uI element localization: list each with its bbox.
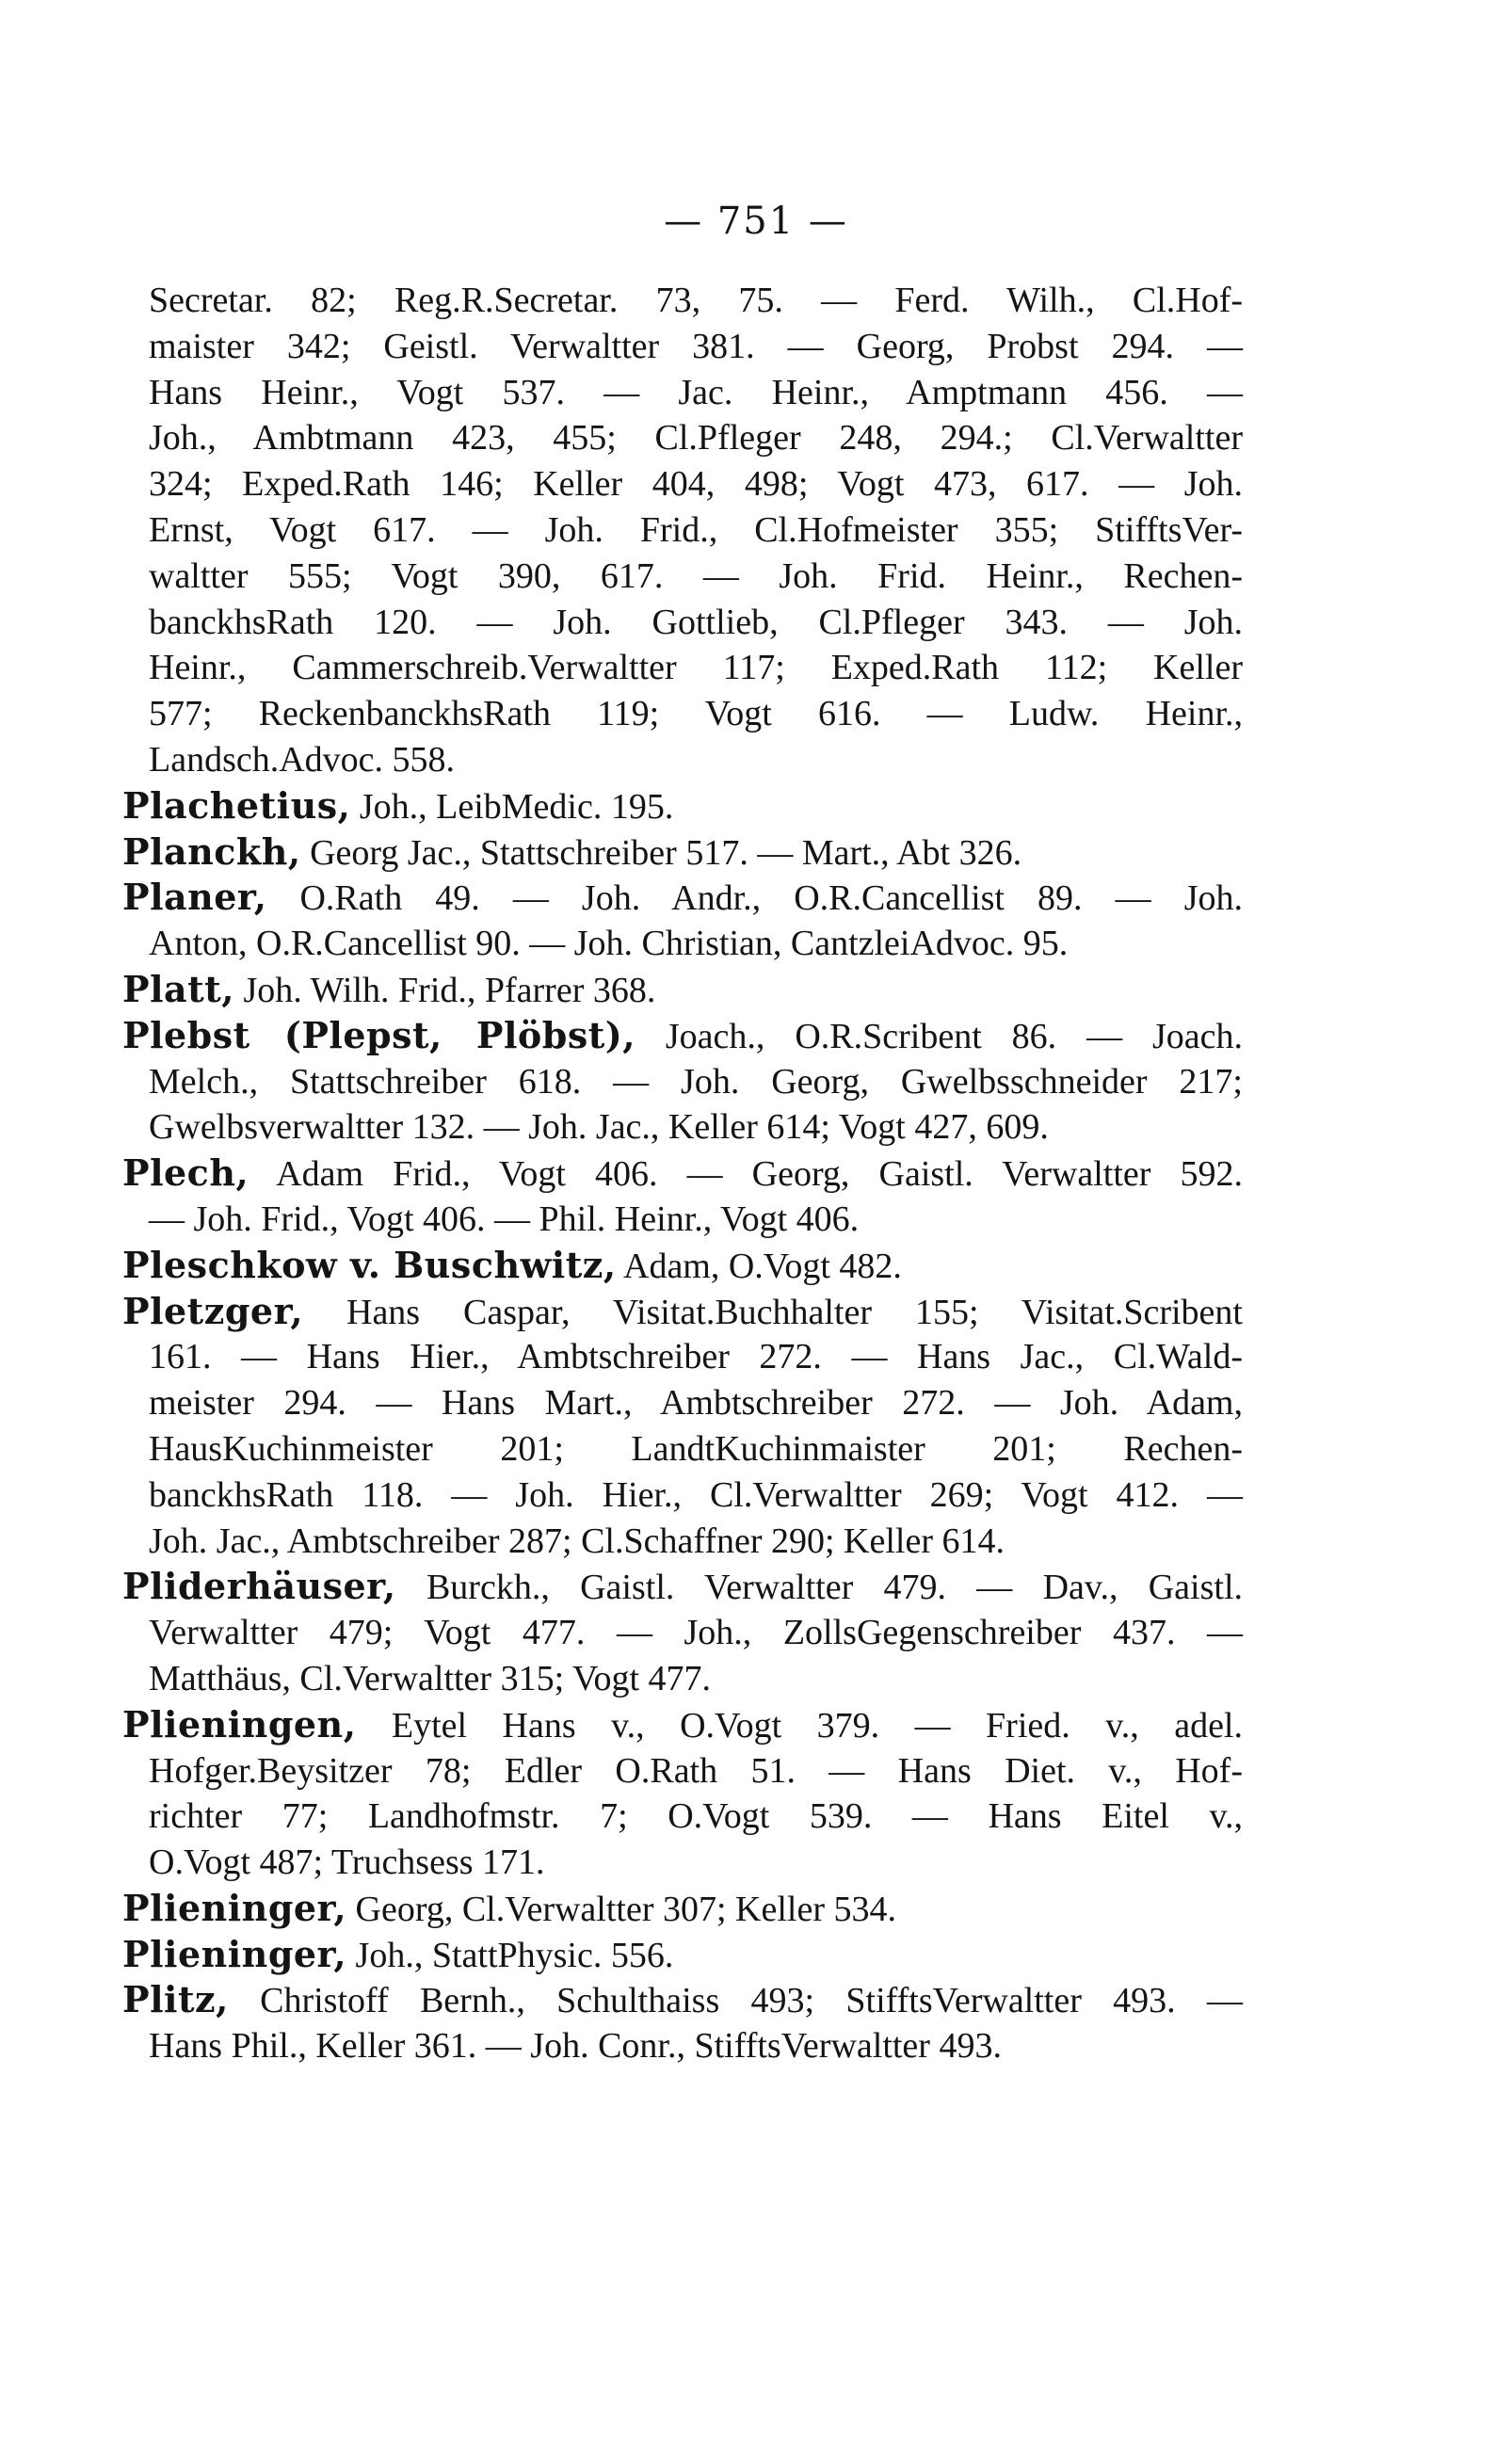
entry-headword: Plachetius, bbox=[122, 783, 351, 827]
entry-line bbox=[122, 1243, 1243, 1289]
entry-line bbox=[122, 921, 1243, 967]
entry-text: Joh., Ambtmann 423, 455; Cl.Pfleger 248, 294.; Cl.Verwaltter bbox=[149, 418, 1243, 459]
entry-headword: Planer, bbox=[122, 876, 267, 919]
entry-text: Christoff Bernh., Schulthaiss 493; StifftsVerwaltter 493. — bbox=[228, 1981, 1243, 2021]
register-entry-plachetius bbox=[122, 783, 1243, 829]
entry-line bbox=[122, 1932, 1243, 1978]
entry-line bbox=[122, 737, 1243, 783]
entry-line bbox=[122, 278, 1243, 324]
entry-line bbox=[122, 1977, 1243, 2023]
entry-line bbox=[122, 600, 1243, 646]
entry-text: — Joh. Frid., Vogt 406. — Phil. Heinr., Vogt 406. bbox=[149, 1199, 860, 1239]
entry-text: Adam, O.Vogt 482. bbox=[616, 1246, 902, 1286]
entry-line bbox=[122, 967, 1243, 1013]
entry-text: waltter 555; Vogt 390, 617. — Joh. Frid. Heinr., Rechen- bbox=[149, 555, 1243, 596]
entry-text: HausKuchinmeister 201; LandtKuchinmaister 201; Rechen- bbox=[149, 1428, 1243, 1469]
entry-line bbox=[122, 2023, 1243, 2069]
entry-line bbox=[122, 1564, 1243, 1610]
entry-headword: Platt, bbox=[122, 967, 234, 1010]
entry-text: Gwelbsverwaltter 132. — Joh. Jac., Keller 614; Vogt 427, 609. bbox=[149, 1107, 1049, 1148]
entry-text: Burckh., Gaistl. Verwaltter 479. — Dav., Gaistl. bbox=[395, 1568, 1243, 1608]
entry-headword: Planckh, bbox=[122, 829, 301, 873]
register-entry-plech bbox=[122, 1151, 1243, 1243]
entry-line bbox=[122, 1289, 1243, 1335]
register-entry-plitz bbox=[122, 1977, 1243, 2069]
entry-text: banckhsRath 120. — Joh. Gottlieb, Cl.Pfleger 343. — Joh. bbox=[149, 602, 1243, 642]
entry-text: richter 77; Landhofmstr. 7; O.Vogt 539. — Hans Eitel v., bbox=[149, 1796, 1243, 1837]
entry-text: Verwaltter 479; Vogt 477. — Joh., ZollsGegenschreiber 437. — bbox=[149, 1613, 1243, 1653]
entry-line bbox=[122, 461, 1243, 507]
entry-text: Eytel Hans v., O.Vogt 379. — Fried. v., adel. bbox=[356, 1705, 1243, 1746]
register-entry-pleschkow bbox=[122, 1243, 1243, 1289]
register-entry-plieningen bbox=[122, 1702, 1243, 1886]
entry-text: 324; Exped.Rath 146; Keller 404, 498; Vogt 473, 617. — Joh. bbox=[149, 464, 1243, 505]
entry-headword: Plieninger, bbox=[122, 1932, 347, 1975]
entry-line bbox=[122, 1013, 1243, 1059]
entry-line bbox=[122, 1702, 1243, 1748]
entry-line bbox=[122, 370, 1243, 416]
entry-text: Joh. Wilh. Frid., Pfarrer 368. bbox=[233, 970, 656, 1010]
entry-text: Heinr., Cammerschreib.Verwaltter 117; Exped.Rath 112; Keller bbox=[149, 648, 1243, 688]
entry-line bbox=[122, 1610, 1243, 1656]
entry-text: Landsch.Advoc. 558. bbox=[149, 739, 456, 780]
entry-line bbox=[122, 1059, 1243, 1105]
entry-line bbox=[122, 829, 1243, 876]
entry-text: Joh., LeibMedic. 195. bbox=[350, 786, 674, 827]
entry-line bbox=[122, 554, 1243, 600]
entry-text: Melch., Stattschreiber 618. — Joh. Georg, Gwelbsschneider 217; bbox=[149, 1061, 1243, 1102]
register-entry-platt bbox=[122, 967, 1243, 1013]
register-entry-continuation bbox=[122, 278, 1243, 783]
entry-headword: Pliderhäuser, bbox=[122, 1565, 396, 1608]
entry-text: Matthäus, Cl.Verwaltter 315; Vogt 477. bbox=[149, 1658, 712, 1698]
register-entry-plieninger-joh bbox=[122, 1932, 1243, 1978]
entry-text: Anton, O.R.Cancellist 90. — Joh. Christian, CantzleiAdvoc. 95. bbox=[149, 924, 1069, 964]
entry-line bbox=[122, 507, 1243, 554]
entry-text: 577; ReckenbanckhsRath 119; Vogt 616. — Ludw. Heinr., bbox=[149, 694, 1243, 734]
entry-line bbox=[122, 1519, 1243, 1565]
entry-line bbox=[122, 691, 1243, 737]
page-number: — 751 — bbox=[664, 200, 848, 243]
register-entry-plebst bbox=[122, 1013, 1243, 1151]
entry-text: Secretar. 82; Reg.R.Secretar. 73, 75. — Ferd. Wilh., Cl.Hof- bbox=[149, 281, 1243, 320]
entry-text: Adam Frid., Vogt 406. — Georg, Gaistl. Verwaltter 592. bbox=[249, 1154, 1243, 1195]
entry-line bbox=[122, 1334, 1243, 1380]
entry-headword: Plitz, bbox=[122, 1978, 229, 2021]
entry-line bbox=[122, 645, 1243, 691]
entry-text: meister 294. — Hans Mart., Ambtschreiber 272. — Joh. Adam, bbox=[149, 1383, 1243, 1424]
entry-text: maister 342; Geistl. Verwaltter 381. — Georg, Probst 294. — bbox=[149, 326, 1243, 366]
entry-line bbox=[122, 1794, 1243, 1840]
entry-text: Joh. Jac., Ambtschreiber 287; Cl.Schaffner 290; Keller 614. bbox=[149, 1521, 1005, 1561]
entry-text: Joh., StattPhysic. 556. bbox=[346, 1935, 674, 1975]
entry-text: O.Rath 49. — Joh. Andr., O.R.Cancellist 89. — Joh. bbox=[266, 878, 1243, 919]
entry-headword: Plebst (Plepst, Plöbst), bbox=[122, 1013, 635, 1056]
entry-line bbox=[122, 415, 1243, 461]
register-entry-pliderhaeuser bbox=[122, 1564, 1243, 1701]
entry-text: Ernst, Vogt 617. — Joh. Frid., Cl.Hofmeister 355; StifftsVer- bbox=[149, 509, 1243, 550]
entry-line bbox=[122, 1380, 1243, 1426]
register-entry-planer bbox=[122, 875, 1243, 967]
entry-line bbox=[122, 1840, 1243, 1886]
entry-headword: Plieningen, bbox=[122, 1702, 357, 1746]
entry-line bbox=[122, 875, 1243, 921]
entry-line bbox=[122, 324, 1243, 370]
entry-text: Joach., O.R.Scribent 86. — Joach. bbox=[635, 1016, 1244, 1056]
entry-line bbox=[122, 1104, 1243, 1151]
entry-line bbox=[122, 1426, 1243, 1472]
entry-text: Hans Phil., Keller 361. — Joh. Conr., StifftsVerwaltter 493. bbox=[149, 2026, 1002, 2067]
entry-line bbox=[122, 1748, 1243, 1794]
entry-line bbox=[122, 1197, 1243, 1243]
entry-headword: Pletzger, bbox=[122, 1289, 304, 1332]
register-page-body bbox=[122, 278, 1243, 2069]
entry-line bbox=[122, 783, 1243, 829]
entry-text: 161. — Hans Hier., Ambtschreiber 272. — Hans Jac., Cl.Wald- bbox=[149, 1337, 1243, 1377]
register-entry-plieninger-georg bbox=[122, 1886, 1243, 1932]
entry-line bbox=[122, 1656, 1243, 1702]
entry-text: Hans Heinr., Vogt 537. — Jac. Heinr., Amptmann 456. — bbox=[149, 372, 1243, 412]
entry-line bbox=[122, 1151, 1243, 1197]
entry-text: Hofger.Beysitzer 78; Edler O.Rath 51. — Hans Diet. v., Hof- bbox=[149, 1750, 1243, 1791]
register-entry-pletzger bbox=[122, 1289, 1243, 1565]
entry-headword: Plech, bbox=[122, 1151, 249, 1195]
entry-text: Georg, Cl.Verwaltter 307; Keller 534. bbox=[346, 1889, 896, 1929]
entry-headword: Pleschkow v. Buschwitz, bbox=[122, 1243, 617, 1286]
entry-text: O.Vogt 487; Truchsess 171. bbox=[149, 1842, 545, 1883]
entry-line bbox=[122, 1886, 1243, 1932]
entry-text: Georg Jac., Stattschreiber 517. — Mart., Abt 326. bbox=[300, 832, 1022, 873]
register-entry-planckh bbox=[122, 829, 1243, 876]
entry-line bbox=[122, 1472, 1243, 1519]
entry-text: banckhsRath 118. — Joh. Hier., Cl.Verwaltter 269; Vogt 412. — bbox=[149, 1474, 1243, 1515]
entry-headword: Plieninger, bbox=[122, 1886, 347, 1929]
entry-text: Hans Caspar, Visitat.Buchhalter 155; Visitat.Scribent bbox=[303, 1292, 1243, 1332]
